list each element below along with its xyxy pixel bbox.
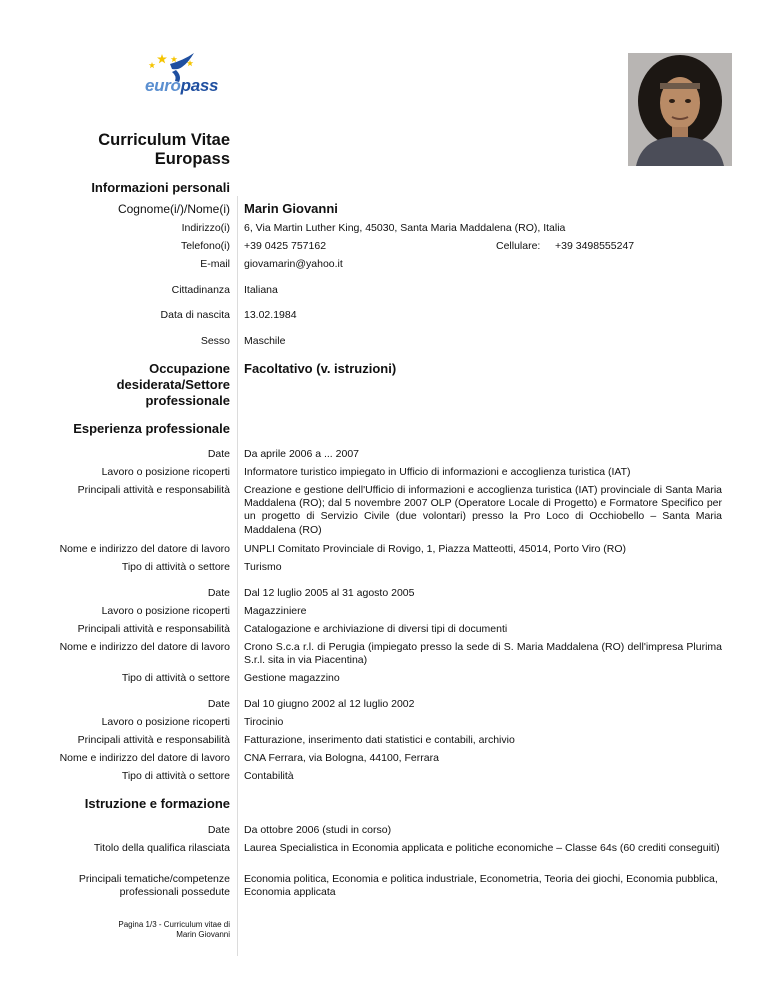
label-edu-skills-line2: professionali possedute [119,886,230,899]
label-job3-activities: Principali attività e responsabilità [77,734,230,746]
label-desired-occupation [117,361,230,409]
value-job2-date: Dal 12 luglio 2005 al 31 agosto 2005 [244,587,415,599]
cv-title-line2: Europass [154,150,230,168]
section-education: Istruzione e formazione [84,796,230,811]
label-edu-skills-line1: Principali tematiche/competenze [78,873,230,885]
value-job1-employer: UNPLI Comitato Provinciale di Rovigo, 1, Piazza Matteotti, 45014, Porto Viro (RO) [244,543,627,555]
value-job3-activities: Fatturazione, inserimento dati statistici e contabili, archivio [244,734,515,746]
label-job1-employer: Nome e indirizzo del datore di lavoro [59,543,230,555]
label-job3-position: Lavoro o posizione ricoperti [101,716,230,728]
value-job1-position: Informatore turistico impiegato in Ufficio di informazioni e accoglienza turistica (IAT) [244,466,631,478]
label-job2-date: Date [207,587,230,599]
label-email: E-mail [200,258,230,270]
value-phone: +39 0425 757162 [244,240,327,252]
label-job1-sector: Tipo di attività o settore [121,561,230,573]
value-job2-employer: Crono S.c.a r.l. di Perugia (impiegato presso la sede di S. Maria Maddalena (RO) dell'impresa Plurima S.r.l. sita in via Piacentina) [244,641,722,667]
value-job2-position: Magazziniere [244,605,307,617]
label-birth: Data di nascita [160,309,230,321]
value-job2-sector: Gestione magazzino [244,672,340,684]
value-edu-date: Da ottobre 2006 (studi in corso) [244,824,392,836]
label-job1-position: Lavoro o posizione ricoperti [101,466,230,478]
value-address: 6, Via Martin Luther King, 45030, Santa Maria Maddalena (RO), Italia [244,222,566,234]
value-job1-sector: Turismo [244,561,282,573]
logo-text-euro: euro [145,76,181,95]
label-job3-employer: Nome e indirizzo del datore di lavoro [59,752,230,764]
value-email[interactable]: giovamarin@yahoo.it [244,258,343,270]
cv-title [98,131,230,169]
label-edu-date: Date [207,824,230,836]
value-sex: Maschile [244,335,286,347]
label-job2-sector: Tipo di attività o settore [121,672,230,684]
label-edu-title: Titolo della qualifica rilasciata [93,842,230,854]
label-job3-date: Date [207,698,230,710]
value-job3-date: Dal 10 giugno 2002 al 12 luglio 2002 [244,698,415,710]
value-name: Marin Giovanni [244,201,338,216]
label-job2-employer: Nome e indirizzo del datore di lavoro [59,641,230,653]
label-phone: Telefono(i) [180,240,230,252]
column-divider [237,196,238,956]
value-mobile: +39 3498555247 [555,240,635,252]
desired-label-line3: professionale [145,393,230,408]
value-edu-title: Laurea Specialistica in Economia applicata e politiche economiche – Classe 64s (60 crediti conseguiti) [244,842,720,854]
section-personal-info: Informazioni personali [91,180,230,195]
label-edu-skills [79,873,230,899]
value-job3-employer: CNA Ferrara, via Bologna, 44100, Ferrara [244,752,439,764]
value-job2-activities: Catalogazione e archiviazione di diversi tipi di documenti [244,623,508,635]
desired-label-line1: Occupazione [149,361,230,376]
value-birth: 13.02.1984 [244,309,297,321]
value-job3-sector: Contabilità [244,770,294,782]
value-job1-date: Da aprile 2006 a ... 2007 [244,448,359,460]
label-job2-activities: Principali attività e responsabilità [77,623,230,635]
label-sex: Sesso [200,335,230,347]
value-job3-position: Tirocinio [244,716,284,728]
label-job1-date: Date [207,448,230,460]
section-experience: Esperienza professionale [73,421,230,436]
value-desired-occupation: Facoltativo (v. istruzioni) [244,361,397,376]
label-citizenship: Cittadinanza [171,284,230,296]
page-footer [118,920,230,940]
europass-logo [132,50,227,98]
value-citizenship: Italiana [244,284,278,296]
logo-text-pass: pass [180,76,219,95]
label-job2-position: Lavoro o posizione ricoperti [101,605,230,617]
profile-photo [628,53,732,166]
footer-line2: Marin Giovanni [176,930,230,939]
desired-label-line2: desiderata/Settore [116,377,230,392]
portrait-image [628,53,732,166]
value-job1-activities: Creazione e gestione dell'Ufficio di informazioni e accoglienza turistica (IAT) provinciale di Santa Maria Maddalena (RO); dal 5 novembre 2007 OLP (Operatore Locale di Progetto) e Formatore Specifico per un progetto di Servizio Civile (due volontari) presso la Pro Loco di Occhiobello – Santa Maria Maddalena (RO) [244,484,722,536]
footer-line1: Pagina 1/3 - Curriculum vitae di [118,920,230,929]
label-address: Indirizzo(i) [181,222,230,234]
label-name: Cognome(i/)/Nome(i) [117,202,230,216]
label-job1-activities: Principali attività e responsabilità [77,484,230,496]
value-edu-skills: Economia politica, Economia e politica industriale, Econometria, Teoria dei giochi, Economia pubblica, Economia applicata [244,873,718,899]
label-job3-sector: Tipo di attività o settore [121,770,230,782]
label-mobile: Cellulare: [496,240,541,252]
cv-title-line1: Curriculum Vitae [98,131,230,149]
